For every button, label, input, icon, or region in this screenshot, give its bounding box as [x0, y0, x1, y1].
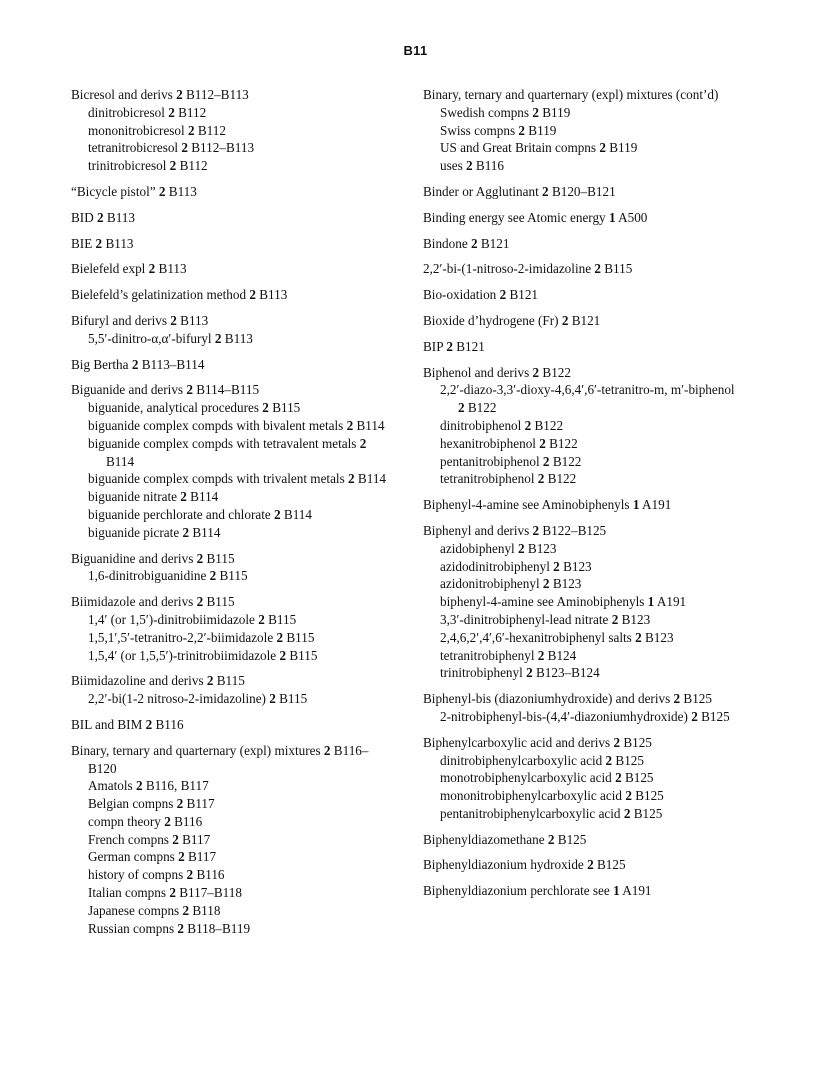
index-subentry: biguanide perchlorate and chlorate 2 B114 [88, 506, 312, 522]
index-entry [71, 716, 396, 734]
page-header: B11 [403, 43, 428, 58]
index-entry-main: Binder or Agglutinant 2 B120–B121 [423, 183, 616, 199]
index-subentry: hexanitrobiphenol 2 B122 [440, 435, 578, 451]
index-entry-main: BIP 2 B121 [423, 338, 485, 354]
index-subentry: 5,5′-dinitro-α,α′-bifuryl 2 B113 [88, 330, 253, 346]
index-entry-main: Biphenyl-4-amine see Aminobiphenyls 1 A191 [423, 497, 672, 513]
index-entry [71, 312, 396, 348]
index-entry [423, 734, 743, 823]
index-subentry: Amatols 2 B116, B117 [88, 778, 209, 794]
index-entry [71, 286, 396, 304]
index-subentry: 3,3′-dinitrobiphenyl-lead nitrate 2 B123 [440, 611, 651, 627]
index-entry [71, 183, 396, 201]
index-subentry: biguanide complex compds with trivalent metals 2 B114 [88, 471, 387, 487]
index-subentry: biguanide nitrate 2 B114 [88, 489, 219, 505]
index-entry [423, 690, 743, 726]
index-subentry: Italian compns 2 B117–B118 [88, 885, 242, 901]
index-entry [423, 831, 743, 849]
index-entry [71, 86, 396, 175]
index-entry [71, 381, 396, 541]
index-entry-main: Biimidazole and derivs 2 B115 [71, 594, 235, 610]
index-entry-main: Biguanidine and derivs 2 B115 [71, 550, 235, 566]
index-entry-main: Biguanide and derivs 2 B114–B115 [71, 382, 260, 398]
index-subentry: 2,2′-diazo-3,3′-dioxy-4,6,4′,6′-tetranitro-m, m′-biphenol 2 B122 [440, 382, 735, 416]
index-column-left [71, 86, 396, 945]
index-subentry: uses 2 B116 [440, 158, 504, 174]
index-entry-main: Bindone 2 B121 [423, 235, 510, 251]
index-entry [423, 522, 743, 682]
index-subentry: biguanide, analytical procedures 2 B115 [88, 400, 301, 416]
index-entry [423, 496, 743, 514]
index-subentry: 1,5,4′ (or 1,5,5′)-trinitrobiimidazole 2 B115 [88, 647, 318, 663]
index-subentry: mononitrobicresol 2 B112 [88, 122, 226, 138]
index-subentry: French compns 2 B117 [88, 831, 211, 847]
index-entry-main: 2,2′-bi-(1-nitroso-2-imidazoline 2 B115 [423, 261, 633, 277]
index-subentry: Swedish compns 2 B119 [440, 104, 571, 120]
index-entry [423, 364, 743, 489]
index-entry [71, 550, 396, 586]
index-entry [423, 882, 743, 900]
index-subentry: trinitrobicresol 2 B112 [88, 158, 208, 174]
index-entry-main: “Bicycle pistol” 2 B113 [71, 183, 197, 199]
index-entry-main: Biphenyldiazonium perchlorate see 1 A191 [423, 883, 652, 899]
index-subentry: dinitrobicresol 2 B112 [88, 104, 207, 120]
index-entry-main: Biphenyldiazomethane 2 B125 [423, 831, 587, 847]
index-entry-main: Bio-oxidation 2 B121 [423, 287, 539, 303]
index-entry-main: Biphenol and derivs 2 B122 [423, 364, 571, 380]
index-entry-main: Bioxide d’hydrogene (Fr) 2 B121 [423, 312, 601, 328]
index-subentry: 2-nitrobiphenyl-bis-(4,4′-diazoniumhydroxide) 2 B125 [440, 708, 730, 724]
index-entry-main: BIE 2 B113 [71, 235, 134, 251]
index-entry-main: Binary, ternary and quarternary (expl) mixtures (cont’d) [423, 87, 719, 102]
index-entry-main: Bicresol and derivs 2 B112–B113 [71, 87, 249, 102]
index-subentry: tetranitrobiphenyl 2 B124 [440, 647, 577, 663]
index-subentry: 1,6-dinitrobiguanidine 2 B115 [88, 568, 248, 584]
index-entry [423, 183, 743, 201]
index-entry [71, 209, 396, 227]
index-entry [71, 356, 396, 374]
index-entry [423, 260, 743, 278]
index-entry [71, 235, 396, 253]
index-entry [423, 86, 743, 175]
index-subentry: dinitrobiphenol 2 B122 [440, 417, 564, 433]
index-entry [71, 593, 396, 664]
index-entry-main: Bielefeld expl 2 B113 [71, 261, 187, 277]
index-entry-main: Binding energy see Atomic energy 1 A500 [423, 209, 648, 225]
index-subentry: 2,4,6,2′,4′,6′-hexanitrobiphenyl salts 2 B123 [440, 629, 674, 645]
index-column-right [423, 86, 743, 908]
index-subentry: azidobiphenyl 2 B123 [440, 540, 557, 556]
index-subentry: tetranitrobicresol 2 B112–B113 [88, 140, 255, 156]
index-subentry: pentanitrobiphenol 2 B122 [440, 453, 582, 469]
index-subentry: German compns 2 B117 [88, 849, 217, 865]
index-subentry: history of compns 2 B116 [88, 867, 225, 883]
index-subentry: monotrobiphenylcarboxylic acid 2 B125 [440, 770, 654, 786]
index-subentry: biguanide complex compds with bivalent metals 2 B114 [88, 417, 385, 433]
index-entry-main: Biphenyl-bis (diazoniumhydroxide) and derivs 2 B125 [423, 691, 712, 707]
index-subentry: Russian compns 2 B118–B119 [88, 920, 251, 936]
index-subentry: 1,4′ (or 1,5′)-dinitrobiimidazole 2 B115 [88, 611, 297, 627]
index-entry [71, 672, 396, 708]
index-entry [423, 209, 743, 227]
index-entry-main: Binary, ternary and quarternary (expl) mixtures 2 B116–B120 [71, 742, 369, 776]
index-subentry: trinitrobiphenyl 2 B123–B124 [440, 665, 600, 681]
index-subentry: biphenyl-4-amine see Aminobiphenyls 1 A191 [440, 594, 687, 610]
index-subentry: pentanitrobiphenylcarboxylic acid 2 B125 [440, 805, 663, 821]
index-subentry: tetranitrobiphenol 2 B122 [440, 471, 577, 487]
index-entry-main: Bifuryl and derivs 2 B113 [71, 312, 209, 328]
index-subentry: US and Great Britain compns 2 B119 [440, 140, 638, 156]
index-entry-main: Biphenylcarboxylic acid and derivs 2 B125 [423, 734, 652, 750]
index-subentry: azidonitrobiphenyl 2 B123 [440, 576, 582, 592]
index-entry [423, 286, 743, 304]
index-entry-main: Biphenyl and derivs 2 B122–B125 [423, 522, 607, 538]
index-subentry: 1,5,1′,5′-tetranitro-2,2′-biimidazole 2 B115 [88, 629, 315, 645]
index-subentry: biguanide picrate 2 B114 [88, 524, 221, 540]
index-entry [423, 856, 743, 874]
index-entry-main: Big Bertha 2 B113–B114 [71, 356, 205, 372]
index-entry-main: BID 2 B113 [71, 209, 135, 225]
index-subentry: Belgian compns 2 B117 [88, 796, 215, 812]
index-entry-main: BIL and BIM 2 B116 [71, 716, 184, 732]
index-entry [423, 235, 743, 253]
index-entry-main: Biimidazoline and derivs 2 B115 [71, 673, 245, 689]
index-subentry: dinitrobiphenylcarboxylic acid 2 B125 [440, 752, 644, 768]
index-entry-main: Biphenyldiazonium hydroxide 2 B125 [423, 857, 626, 873]
index-subentry: compn theory 2 B116 [88, 813, 203, 829]
index-subentry: Swiss compns 2 B119 [440, 122, 557, 138]
index-subentry: azidodinitrobiphenyl 2 B123 [440, 558, 592, 574]
index-subentry: Japanese compns 2 B118 [88, 902, 221, 918]
index-entry [71, 742, 396, 938]
index-entry [71, 260, 396, 278]
index-entry [423, 312, 743, 330]
index-subentry: 2,2′-bi(1-2 nitroso-2-imidazoline) 2 B115 [88, 691, 308, 707]
index-entry-main: Bielefeld’s gelatinization method 2 B113 [71, 287, 288, 303]
index-entry [423, 338, 743, 356]
index-subentry: mononitrobiphenylcarboxylic acid 2 B125 [440, 788, 664, 804]
index-subentry: biguanide complex compds with tetravalent metals 2 B114 [88, 435, 367, 469]
